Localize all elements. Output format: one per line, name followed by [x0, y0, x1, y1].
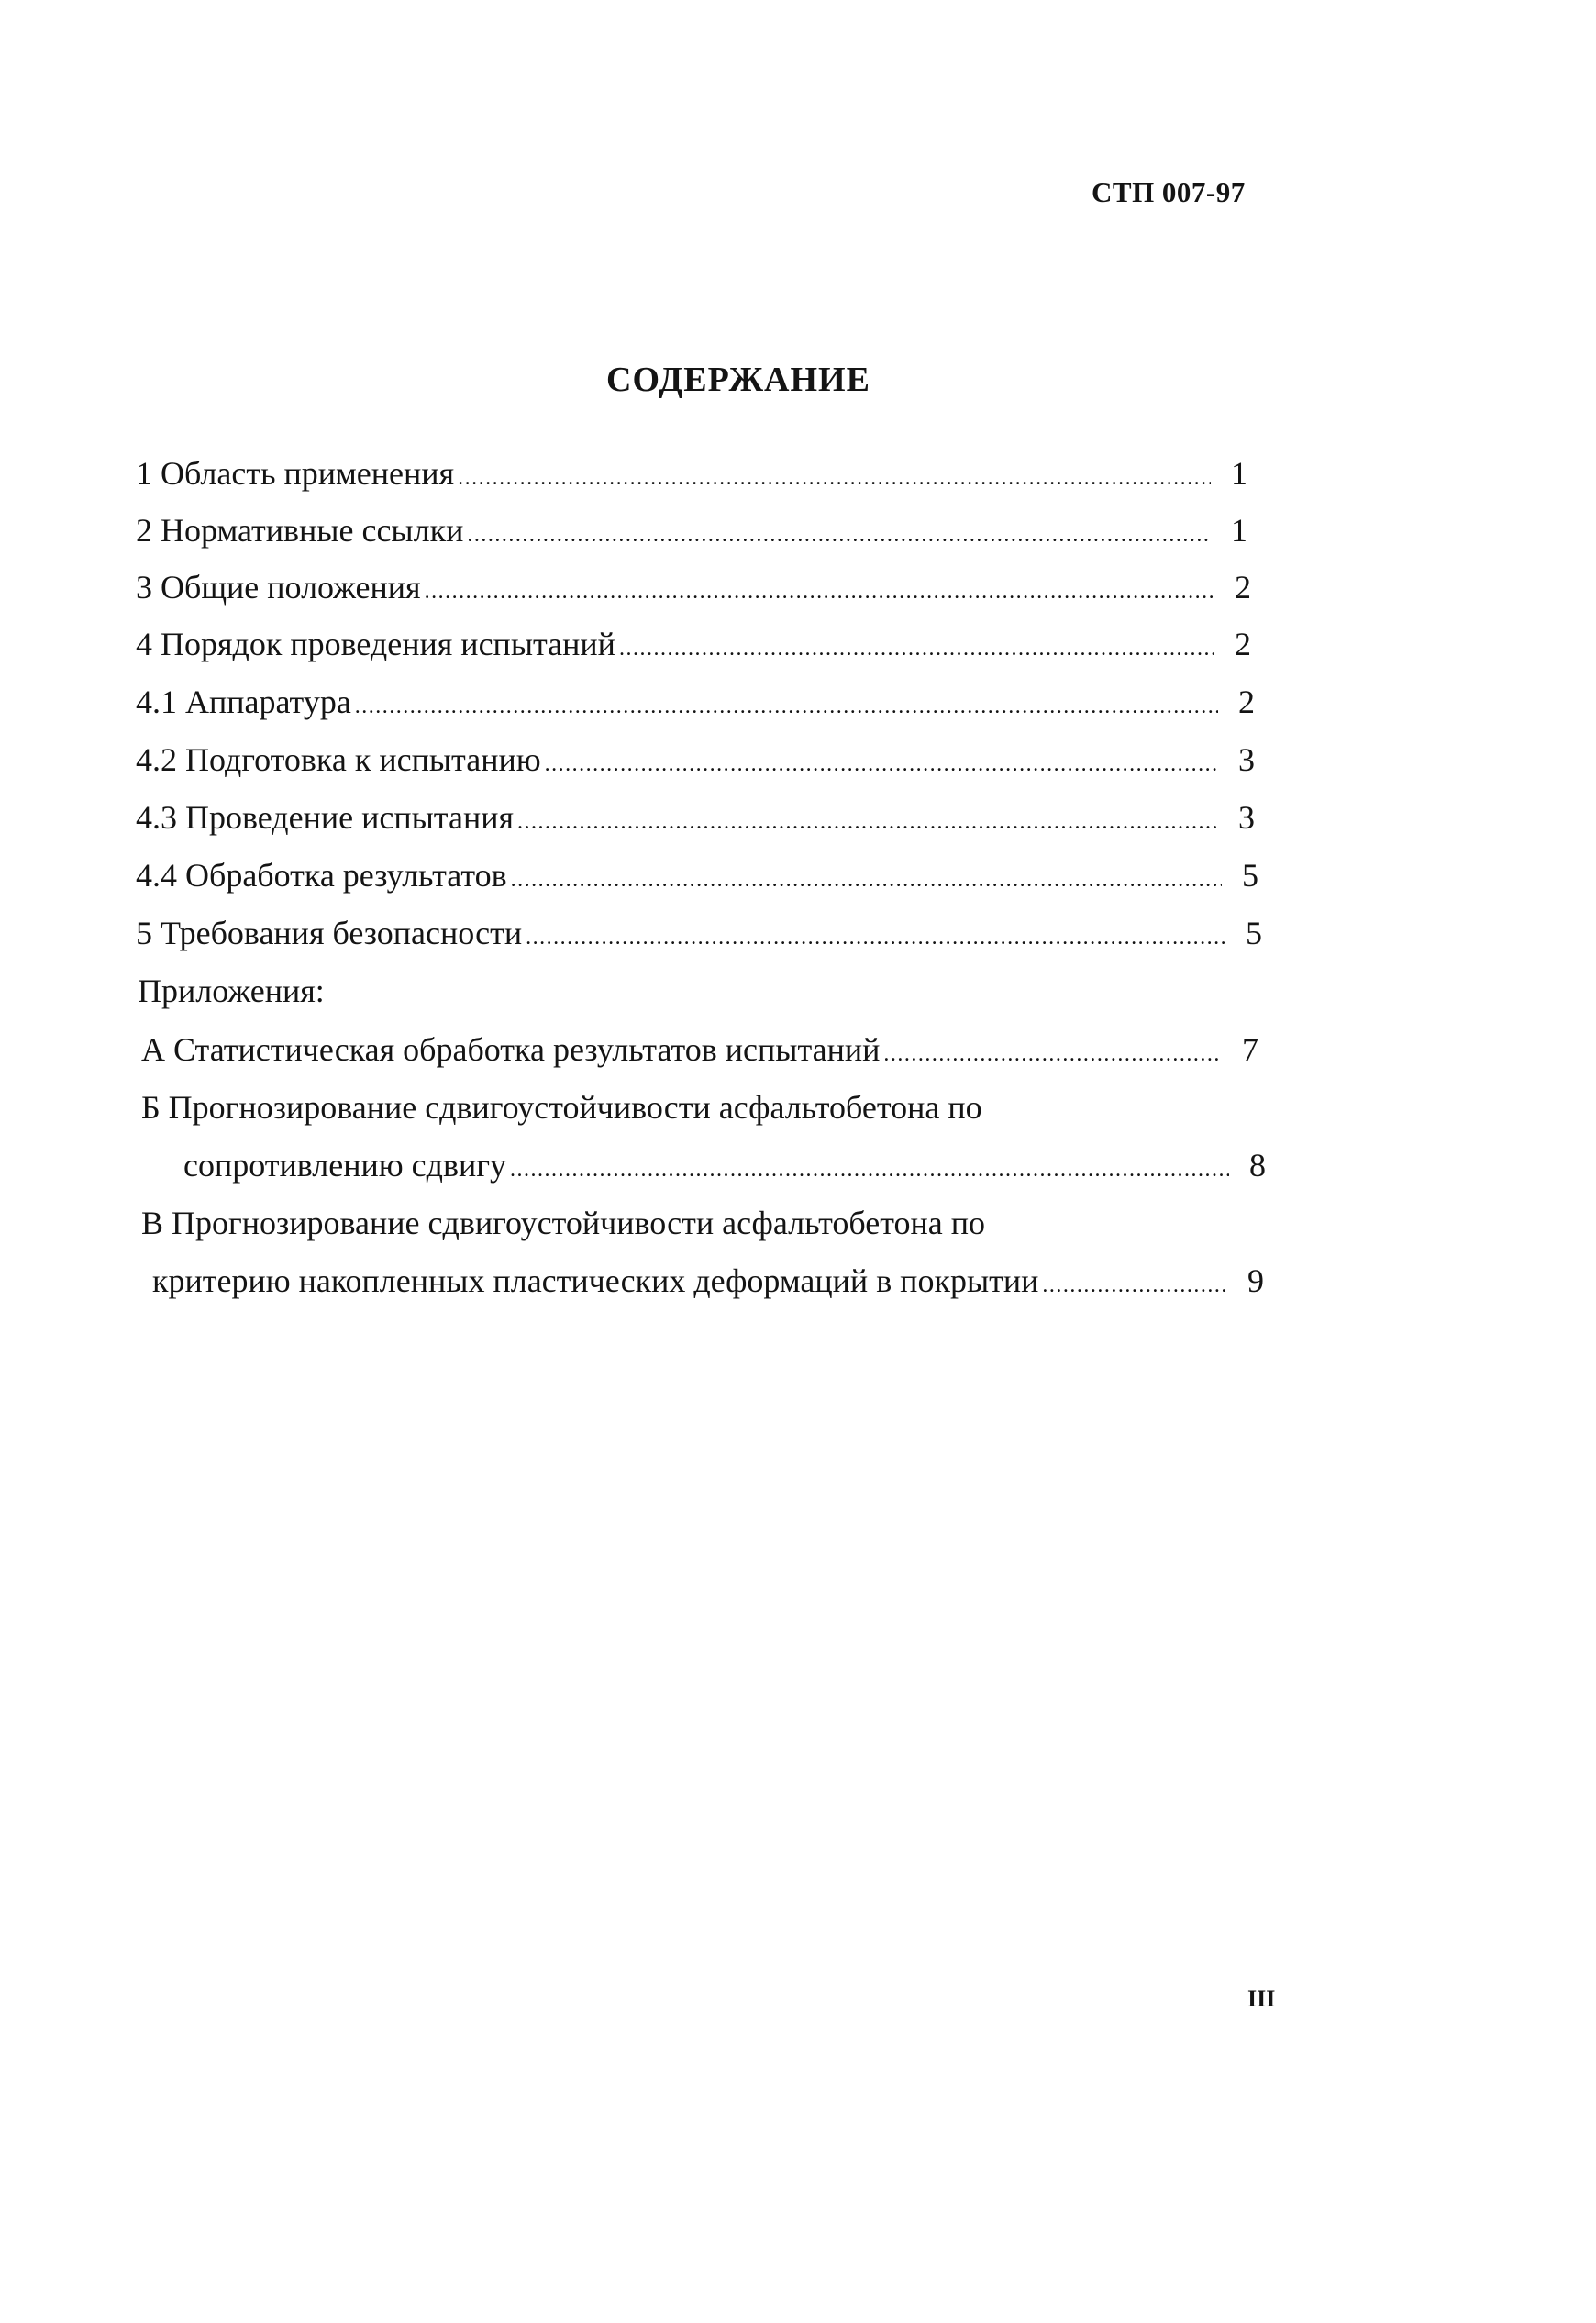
toc-entry-label: 4 Порядок проведения испытаний	[136, 626, 615, 662]
toc-entry-label: 4.2 Подготовка к испытанию	[136, 741, 541, 778]
toc-entry-safety	[136, 913, 1262, 953]
toc-entry-references	[136, 510, 1247, 550]
toc-leader-dots	[467, 515, 1211, 555]
toc-entry-label: А Статистическая обработка результатов испытаний	[141, 1031, 881, 1068]
toc-appendix-a	[141, 1029, 1258, 1070]
toc-entry-page: 1	[1231, 455, 1247, 492]
toc-entry-page: 2	[1238, 684, 1255, 720]
toc-entry-label: 5 Требования безопасности	[136, 915, 523, 951]
toc-leader-dots	[511, 860, 1222, 900]
toc-entry-page: 8	[1249, 1147, 1266, 1184]
toc-entry-page: 2	[1235, 626, 1251, 662]
toc-entry-scope	[136, 453, 1247, 494]
toc-leader-dots	[883, 1034, 1222, 1074]
toc-entry-page: 1	[1231, 512, 1247, 549]
toc-leader-dots	[1042, 1265, 1227, 1306]
toc-entry-page: 9	[1247, 1262, 1264, 1299]
toc-entry-page: 3	[1238, 799, 1255, 836]
toc-entry-processing	[136, 855, 1258, 895]
toc-entry-apparatus	[136, 682, 1255, 722]
document-code: СТП 007-97	[1092, 176, 1246, 208]
toc-leader-dots	[526, 917, 1225, 958]
toc-entry-label: 2 Нормативные ссылки	[136, 512, 464, 549]
toc-entry-label: 1 Область применения	[136, 455, 455, 492]
toc-entry-label: 4.1 Аппаратура	[136, 684, 351, 720]
toc-leader-dots	[517, 802, 1218, 842]
toc-leader-dots	[619, 628, 1214, 669]
toc-title: СОДЕРЖАНИЕ	[606, 361, 870, 399]
toc-entry-procedure	[136, 624, 1251, 664]
toc-appendix-v	[152, 1261, 1264, 1301]
toc-entry-page: 3	[1238, 741, 1255, 778]
toc-appendix-v-line1: В Прогнозирование сдвигоустойчивости асфальтобетона по	[141, 1205, 985, 1241]
toc-entry-label: 3 Общие положения	[136, 569, 421, 606]
toc-entry-page: 5	[1242, 857, 1258, 894]
toc-appendix-b-line1: Б Прогнозирование сдвигоустойчивости асфальтобетона по	[141, 1089, 982, 1126]
toc-entry-page: 7	[1242, 1031, 1258, 1068]
toc-entry-label: критерию накопленных пластических деформаций в покрытии	[152, 1262, 1039, 1299]
toc-leader-dots	[545, 744, 1218, 784]
toc-leader-dots	[355, 686, 1218, 727]
toc-entry-general	[136, 567, 1251, 607]
toc-entry-page: 5	[1246, 915, 1262, 951]
toc-appendix-b	[183, 1145, 1266, 1185]
toc-leader-dots	[425, 572, 1214, 612]
page-number: III	[1247, 1985, 1276, 2012]
toc-entry-testing	[136, 797, 1255, 838]
toc-entry-label: сопротивлению сдвигу	[183, 1147, 506, 1184]
toc-leader-dots	[510, 1150, 1229, 1190]
appendices-heading: Приложения:	[138, 973, 325, 1009]
toc-entry-preparation	[136, 739, 1255, 780]
toc-entry-label: 4.3 Проведение испытания	[136, 799, 515, 836]
toc-entry-label: 4.4 Обработка результатов	[136, 857, 507, 894]
toc-leader-dots	[458, 458, 1211, 498]
toc-entry-page: 2	[1235, 569, 1251, 606]
